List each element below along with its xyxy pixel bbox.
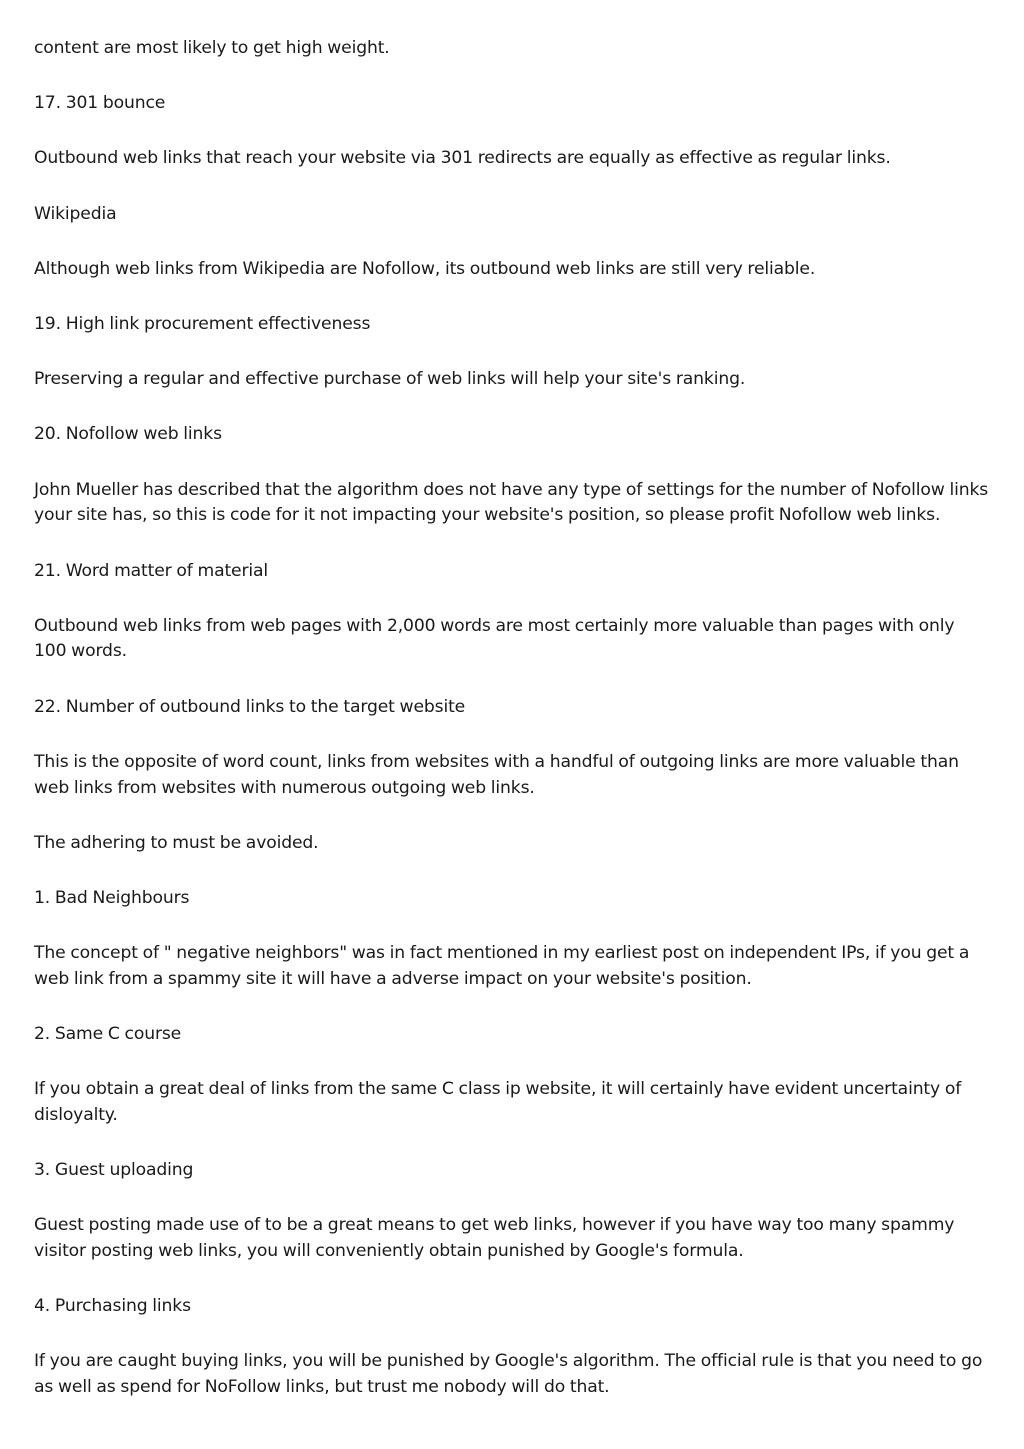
- paragraph-outbound-links-count: This is the opposite of word count, links from websites with a handful of outgoing links are more valuable than web links from websites with numerous outgoing web links.: [34, 751, 959, 798]
- paragraph-link-procurement: Preserving a regular and effective purchase of web links will help your site's ranking.: [34, 369, 746, 390]
- heading-nofollow-links: 20. Nofollow web links: [34, 424, 222, 445]
- paragraph-wikipedia: Although web links from Wikipedia are Nofollow, its outbound web links are still very reliable.: [34, 258, 816, 279]
- heading-bad-neighbours: 1. Bad Neighbours: [34, 887, 190, 908]
- heading-same-c-class: 2. Same C course: [34, 1024, 182, 1045]
- heading-301-bounce: 17. 301 bounce: [34, 93, 166, 114]
- paragraph-301-bounce: Outbound web links that reach your website via 301 redirects are equally as effective as regular links.: [34, 148, 891, 169]
- heading-link-procurement: 19. High link procurement effectiveness: [34, 314, 371, 335]
- paragraph-purchasing-links: If you are caught buying links, you will be punished by Google's algorithm. The official rule is that you need to go as well as spend for NoFollow links, but trust me nobody will do that.: [34, 1351, 983, 1398]
- heading-outbound-links-count: 22. Number of outbound links to the target website: [34, 696, 466, 717]
- paragraph-continued: content are most likely to get high weight.: [34, 38, 390, 58]
- heading-purchasing-links: 4. Purchasing links: [34, 1296, 191, 1317]
- paragraph-avoid-intro: The adhering to must be avoided.: [34, 832, 319, 853]
- paragraph-nofollow-links: John Mueller has described that the algorithm does not have any type of settings for the number of Nofollow links your site has, so this is code for it not impacting your website's position, so please profit Nofollow web links.: [34, 479, 989, 526]
- heading-guest-posting: 3. Guest uploading: [34, 1160, 194, 1181]
- heading-word-count: 21. Word matter of material: [34, 560, 269, 581]
- paragraph-word-count: Outbound web links from web pages with 2,000 words are most certainly more valuable than pages with only 100 words.: [34, 615, 955, 662]
- paragraph-same-c-class: If you obtain a great deal of links from the same C class ip website, it will certainly have evident uncertainty of disloyalty.: [34, 1079, 962, 1125]
- paragraph-guest-posting: Guest posting made use of to be a great means to get web links, however if you have way too many spammy visitor posting web links, you will conveniently obtain punished by Google's formula.: [34, 1215, 955, 1262]
- paragraph-bad-neighbours: The concept of " negative neighbors" was in fact mentioned in my earliest post on independent IPs, if you get a web link from a spammy site it will have a adverse impact on your website's position.: [34, 943, 970, 989]
- heading-wikipedia: Wikipedia: [34, 203, 117, 224]
